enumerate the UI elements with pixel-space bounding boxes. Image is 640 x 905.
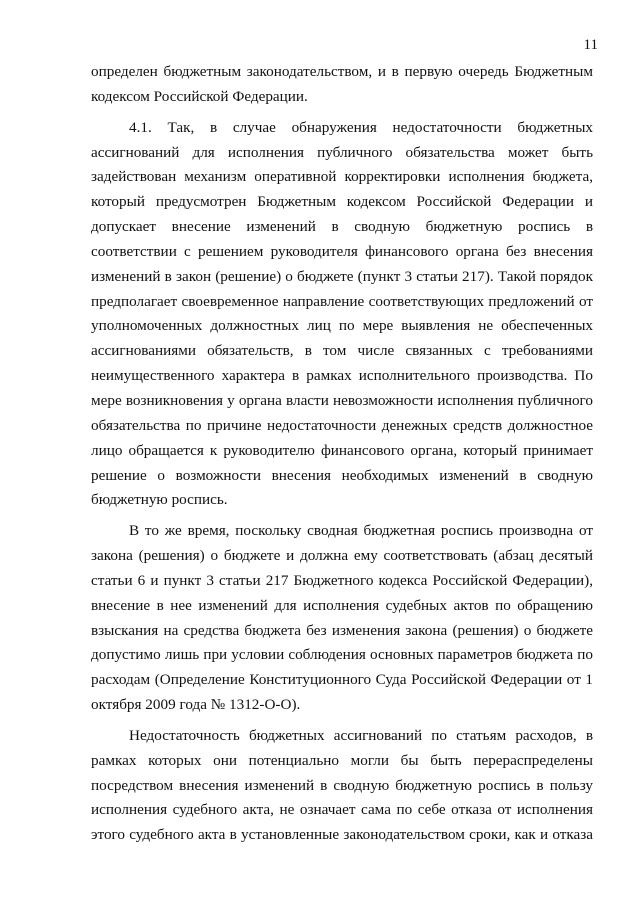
page-number: 11	[583, 37, 598, 53]
text-line: решение о возможности внесения необходимых изменений в сводную	[91, 466, 593, 484]
text-line: соответствии с решением руководителя финансового органа без внесения	[91, 242, 593, 260]
text-line: который предусмотрен Бюджетным кодексом Российской Федерации и	[91, 193, 593, 211]
text-line: ассигнованиями обязательств, в том числе связанных с требованиями	[91, 342, 593, 360]
text-line: рамках которых они потенциально могли бы быть перераспределены	[91, 751, 593, 769]
paragraph	[91, 60, 593, 110]
text-line: внесение в нее изменений для исполнения судебных актов по обращению	[91, 596, 593, 614]
paragraph	[91, 724, 593, 848]
text-line: В то же время, поскольку сводная бюджетная роспись производна от	[129, 522, 593, 540]
text-line: предполагает своевременное направление соответствующих предложений от	[91, 292, 593, 310]
document-body	[91, 60, 593, 848]
paragraph	[91, 116, 593, 514]
text-line: ассигнований для исполнения публичного обязательства может быть	[91, 143, 593, 161]
text-line: задействован механизм оперативной корректировки исполнения бюджета,	[91, 168, 593, 186]
text-line: Недостаточность бюджетных ассигнований по статьям расходов, в	[129, 726, 593, 744]
text-line: 4.1. Так, в случае обнаружения недостаточности бюджетных	[129, 118, 593, 136]
text-line: уполномоченных должностных лиц по мере выявления не обеспеченных	[91, 317, 593, 335]
text-line: посредством внесения изменений в сводную бюджетную роспись в пользу	[91, 776, 593, 794]
text-line: закона (решения) о бюджете и должна ему соответствовать (абзац десятый	[91, 547, 593, 565]
text-line: исполнения судебного акта, не означает сама по себе отказа от исполнения	[91, 801, 593, 819]
text-line: расходам (Определение Конституционного Суда Российской Федерации от 1	[91, 671, 593, 689]
text-line: определен бюджетным законодательством, и в первую очередь Бюджетным	[91, 63, 593, 80]
text-line: допустимо лишь при условии соблюдения основных параметров бюджета по	[91, 646, 593, 664]
text-line: лицо обращается к руководителю финансового органа, который принимает	[91, 441, 593, 459]
paragraph	[91, 519, 593, 718]
text-line: этого судебного акта в установленные законодательством сроки, как и отказа	[91, 826, 593, 844]
text-line: неимущественного характера в рамках исполнительного производства. По	[91, 367, 593, 385]
text-line: мере возникновения у органа власти невозможности исполнения публичного	[91, 391, 593, 409]
text-line: обязательства по причине недостаточности денежных средств должностное	[91, 416, 593, 434]
text-line: октября 2009 года № 1312-О-О).	[91, 696, 301, 714]
text-line: взыскания на средства бюджета без изменения закона (решения) о бюджете	[91, 621, 593, 639]
text-line: бюджетную роспись.	[91, 491, 228, 509]
text-line: изменений в закон (решение) о бюджете (пункт 3 статьи 217). Такой порядок	[91, 267, 593, 285]
text-line: допускает внесение изменений в сводную бюджетную роспись в	[91, 218, 593, 236]
text-line: статьи 6 и пункт 3 статьи 217 Бюджетного кодекса Российской Федерации),	[91, 571, 593, 589]
text-line: кодексом Российской Федерации.	[91, 87, 308, 105]
